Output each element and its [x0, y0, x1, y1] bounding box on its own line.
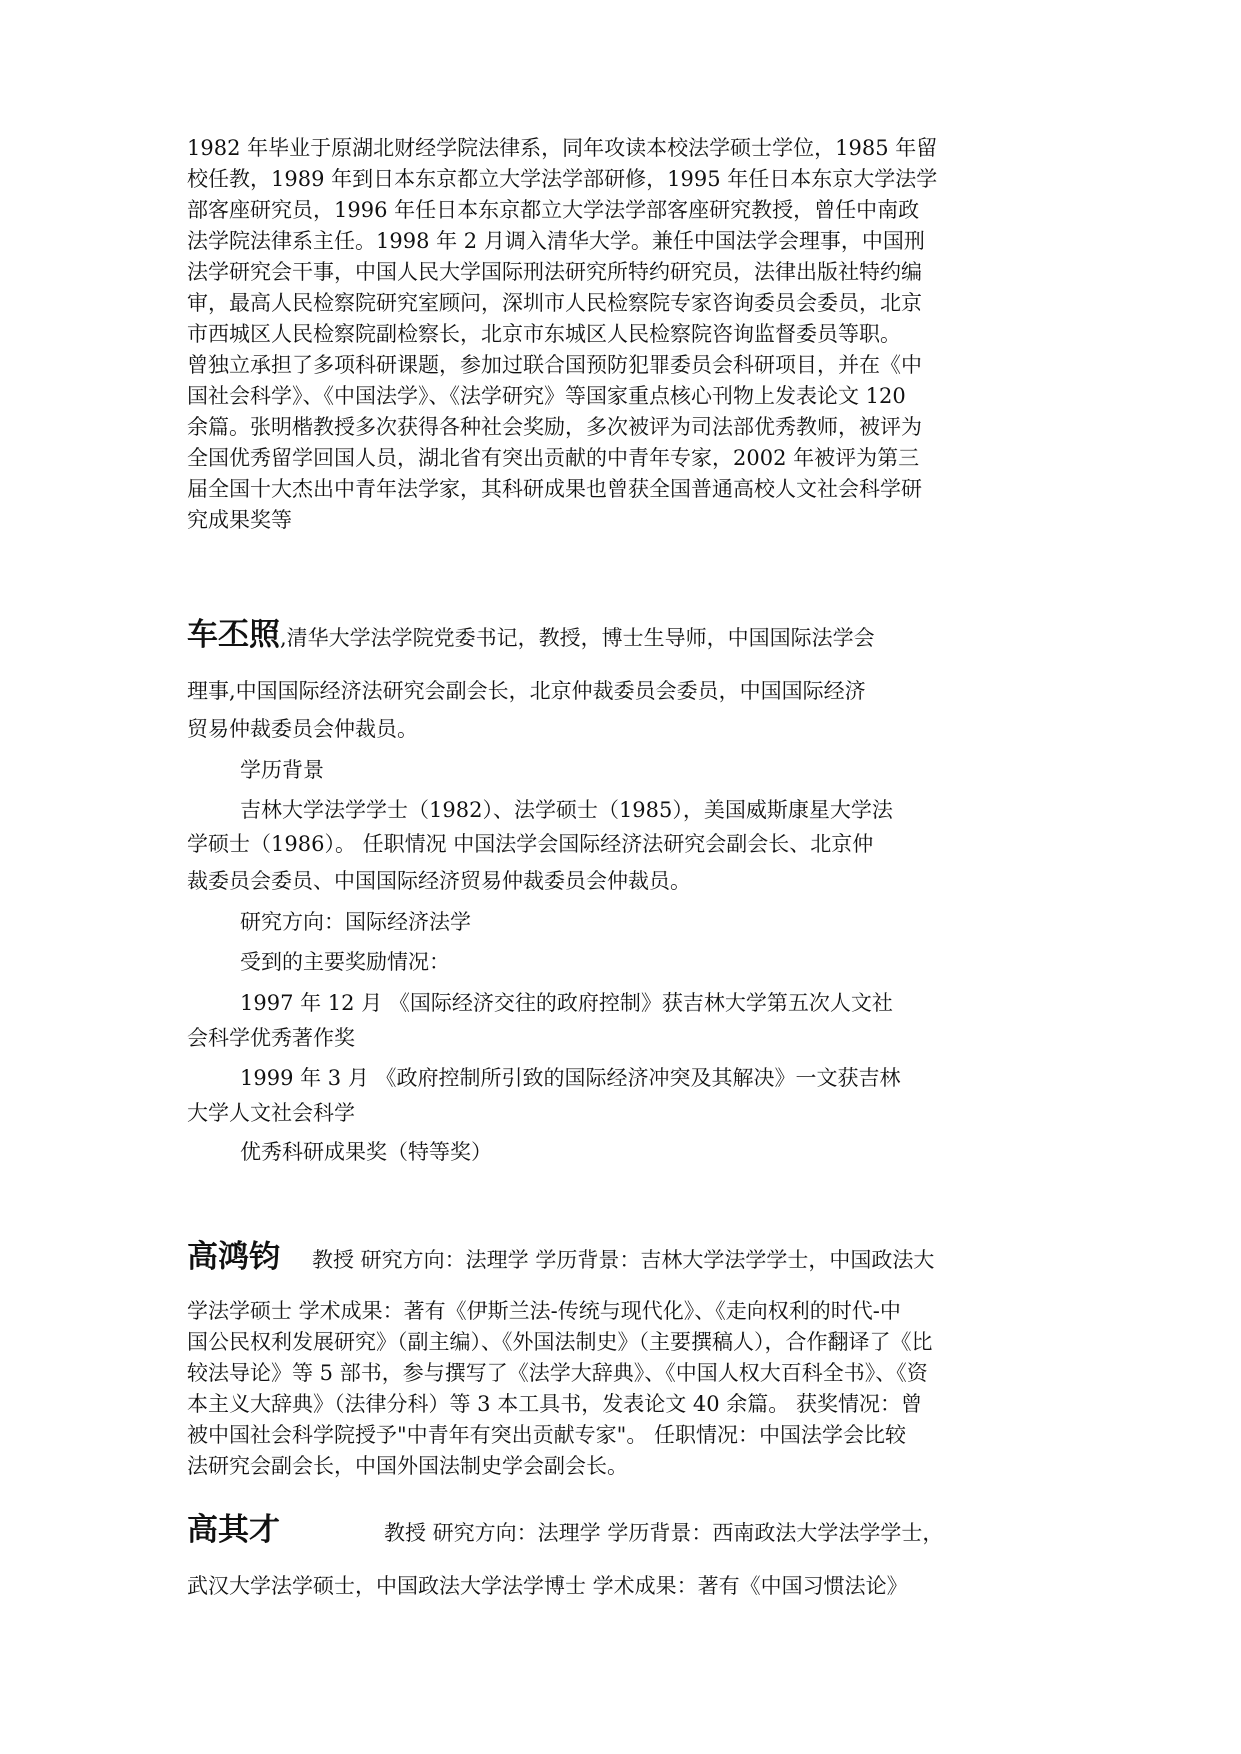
- text-line: 余篇。张明楷教授多次获得各种社会奖励，多次被评为司法部优秀教师，被评为: [187, 415, 922, 439]
- text-line: 曾独立承担了多项科研课题，参加过联合国预防犯罪委员会科研项目，并在《中: [187, 353, 922, 377]
- person-name: 车丕照: [187, 617, 280, 653]
- text-line: 大学人文社会科学: [187, 1101, 355, 1125]
- research-direction: 研究方向：国际经济法学: [240, 910, 471, 934]
- text-line: 教授 研究方向：法理学 学历背景：吉林大学法学学士，中国政法大: [312, 1248, 935, 1272]
- text-line: 会科学优秀著作奖: [187, 1026, 355, 1050]
- text-line: 究成果奖等: [187, 508, 292, 532]
- text-line: 国社会科学》、《中国法学》、《法学研究》等国家重点核心刊物上发表论文 120: [187, 384, 906, 408]
- text-line: 吉林大学法学学士（1982）、法学硕士（1985），美国威斯康星大学法: [240, 798, 893, 822]
- bio-header-line: [187, 1239, 935, 1275]
- text-line: 校任教，1989 年到日本东京都立大学法学部研修，1995 年任日本东京大学法学: [187, 167, 938, 191]
- text-line: 学法学硕士 学术成果：著有《伊斯兰法-传统与现代化》、《走向权利的时代-中: [187, 1299, 901, 1323]
- text-line: 贸易仲裁委员会仲裁员。: [187, 717, 418, 741]
- text-line: 法研究会副会长，中国外国法制史学会副会长。: [187, 1454, 628, 1478]
- bio-header-line: [187, 617, 875, 653]
- text-line: 1999 年 3 月 《政府控制所引致的国际经济冲突及其解决》一文获吉林: [240, 1066, 901, 1090]
- text-line: 1982 年毕业于原湖北财经学院法律系，同年攻读本校法学硕士学位，1985 年留: [187, 136, 938, 160]
- text-line: 法学院法律系主任。1998 年 2 月调入清华大学。兼任中国法学会理事，中国刑: [187, 229, 925, 253]
- text-line: 部客座研究员，1996 年任日本东京都立大学法学部客座研究教授，曾任中南政: [187, 198, 920, 222]
- text-line: ,清华大学法学院党委书记，教授，博士生导师，中国国际法学会: [280, 626, 875, 650]
- text-line: 学硕士（1986）。 任职情况 中国法学会国际经济法研究会副会长、北京仲: [187, 832, 874, 856]
- text-line: 国公民权利发展研究》（副主编）、《外国法制史》（主要撰稿人），合作翻译了《比: [187, 1330, 933, 1354]
- text-line: 本主义大辞典》（法律分科）等 3 本工具书，发表论文 40 余篇。 获奖情况：曾: [187, 1392, 922, 1416]
- text-line: 届全国十大杰出中青年法学家，其科研成果也曾获全国普通高校人文社会科学研: [187, 477, 922, 501]
- text-line: 优秀科研成果奖（特等奖）: [240, 1140, 492, 1164]
- text-line: 市西城区人民检察院副检察长，北京市东城区人民检察院咨询监督委员等职。: [187, 322, 901, 346]
- text-line: 被中国社会科学院授予"中青年有突出贡献专家"。 任职情况：中国法学会比较: [187, 1423, 906, 1447]
- person-name: 高其才: [187, 1512, 280, 1548]
- text-line: 武汉大学法学硕士，中国政法大学法学博士 学术成果：著有《中国习惯法论》: [187, 1574, 908, 1598]
- text-line: 理事,中国国际经济法研究会副会长，北京仲裁委员会委员，中国国际经济: [187, 679, 866, 703]
- text-line: 裁委员会委员、中国国际经济贸易仲裁委员会仲裁员。: [187, 869, 691, 893]
- section-heading: 受到的主要奖励情况：: [240, 950, 450, 974]
- text-line: 全国优秀留学回国人员，湖北省有突出贡献的中青年专家，2002 年被评为第三: [187, 446, 920, 470]
- text-line: 较法导论》等 5 部书，参与撰写了《法学大辞典》、《中国人权大百科全书》、《资: [187, 1361, 928, 1385]
- person-name: 高鸿钧: [187, 1239, 280, 1275]
- text-line: 1997 年 12 月 《国际经济交往的政府控制》获吉林大学第五次人文社: [240, 991, 893, 1015]
- text-line: 教授 研究方向：法理学 学历背景：西南政法大学法学学士，: [384, 1521, 944, 1545]
- text-line: 审，最高人民检察院研究室顾问，深圳市人民检察院专家咨询委员会委员，北京: [187, 291, 922, 315]
- section-heading: 学历背景: [240, 758, 324, 782]
- text-line: 法学研究会干事，中国人民大学国际刑法研究所特约研究员，法律出版社特约编: [187, 260, 922, 284]
- bio-header-line: [187, 1512, 944, 1548]
